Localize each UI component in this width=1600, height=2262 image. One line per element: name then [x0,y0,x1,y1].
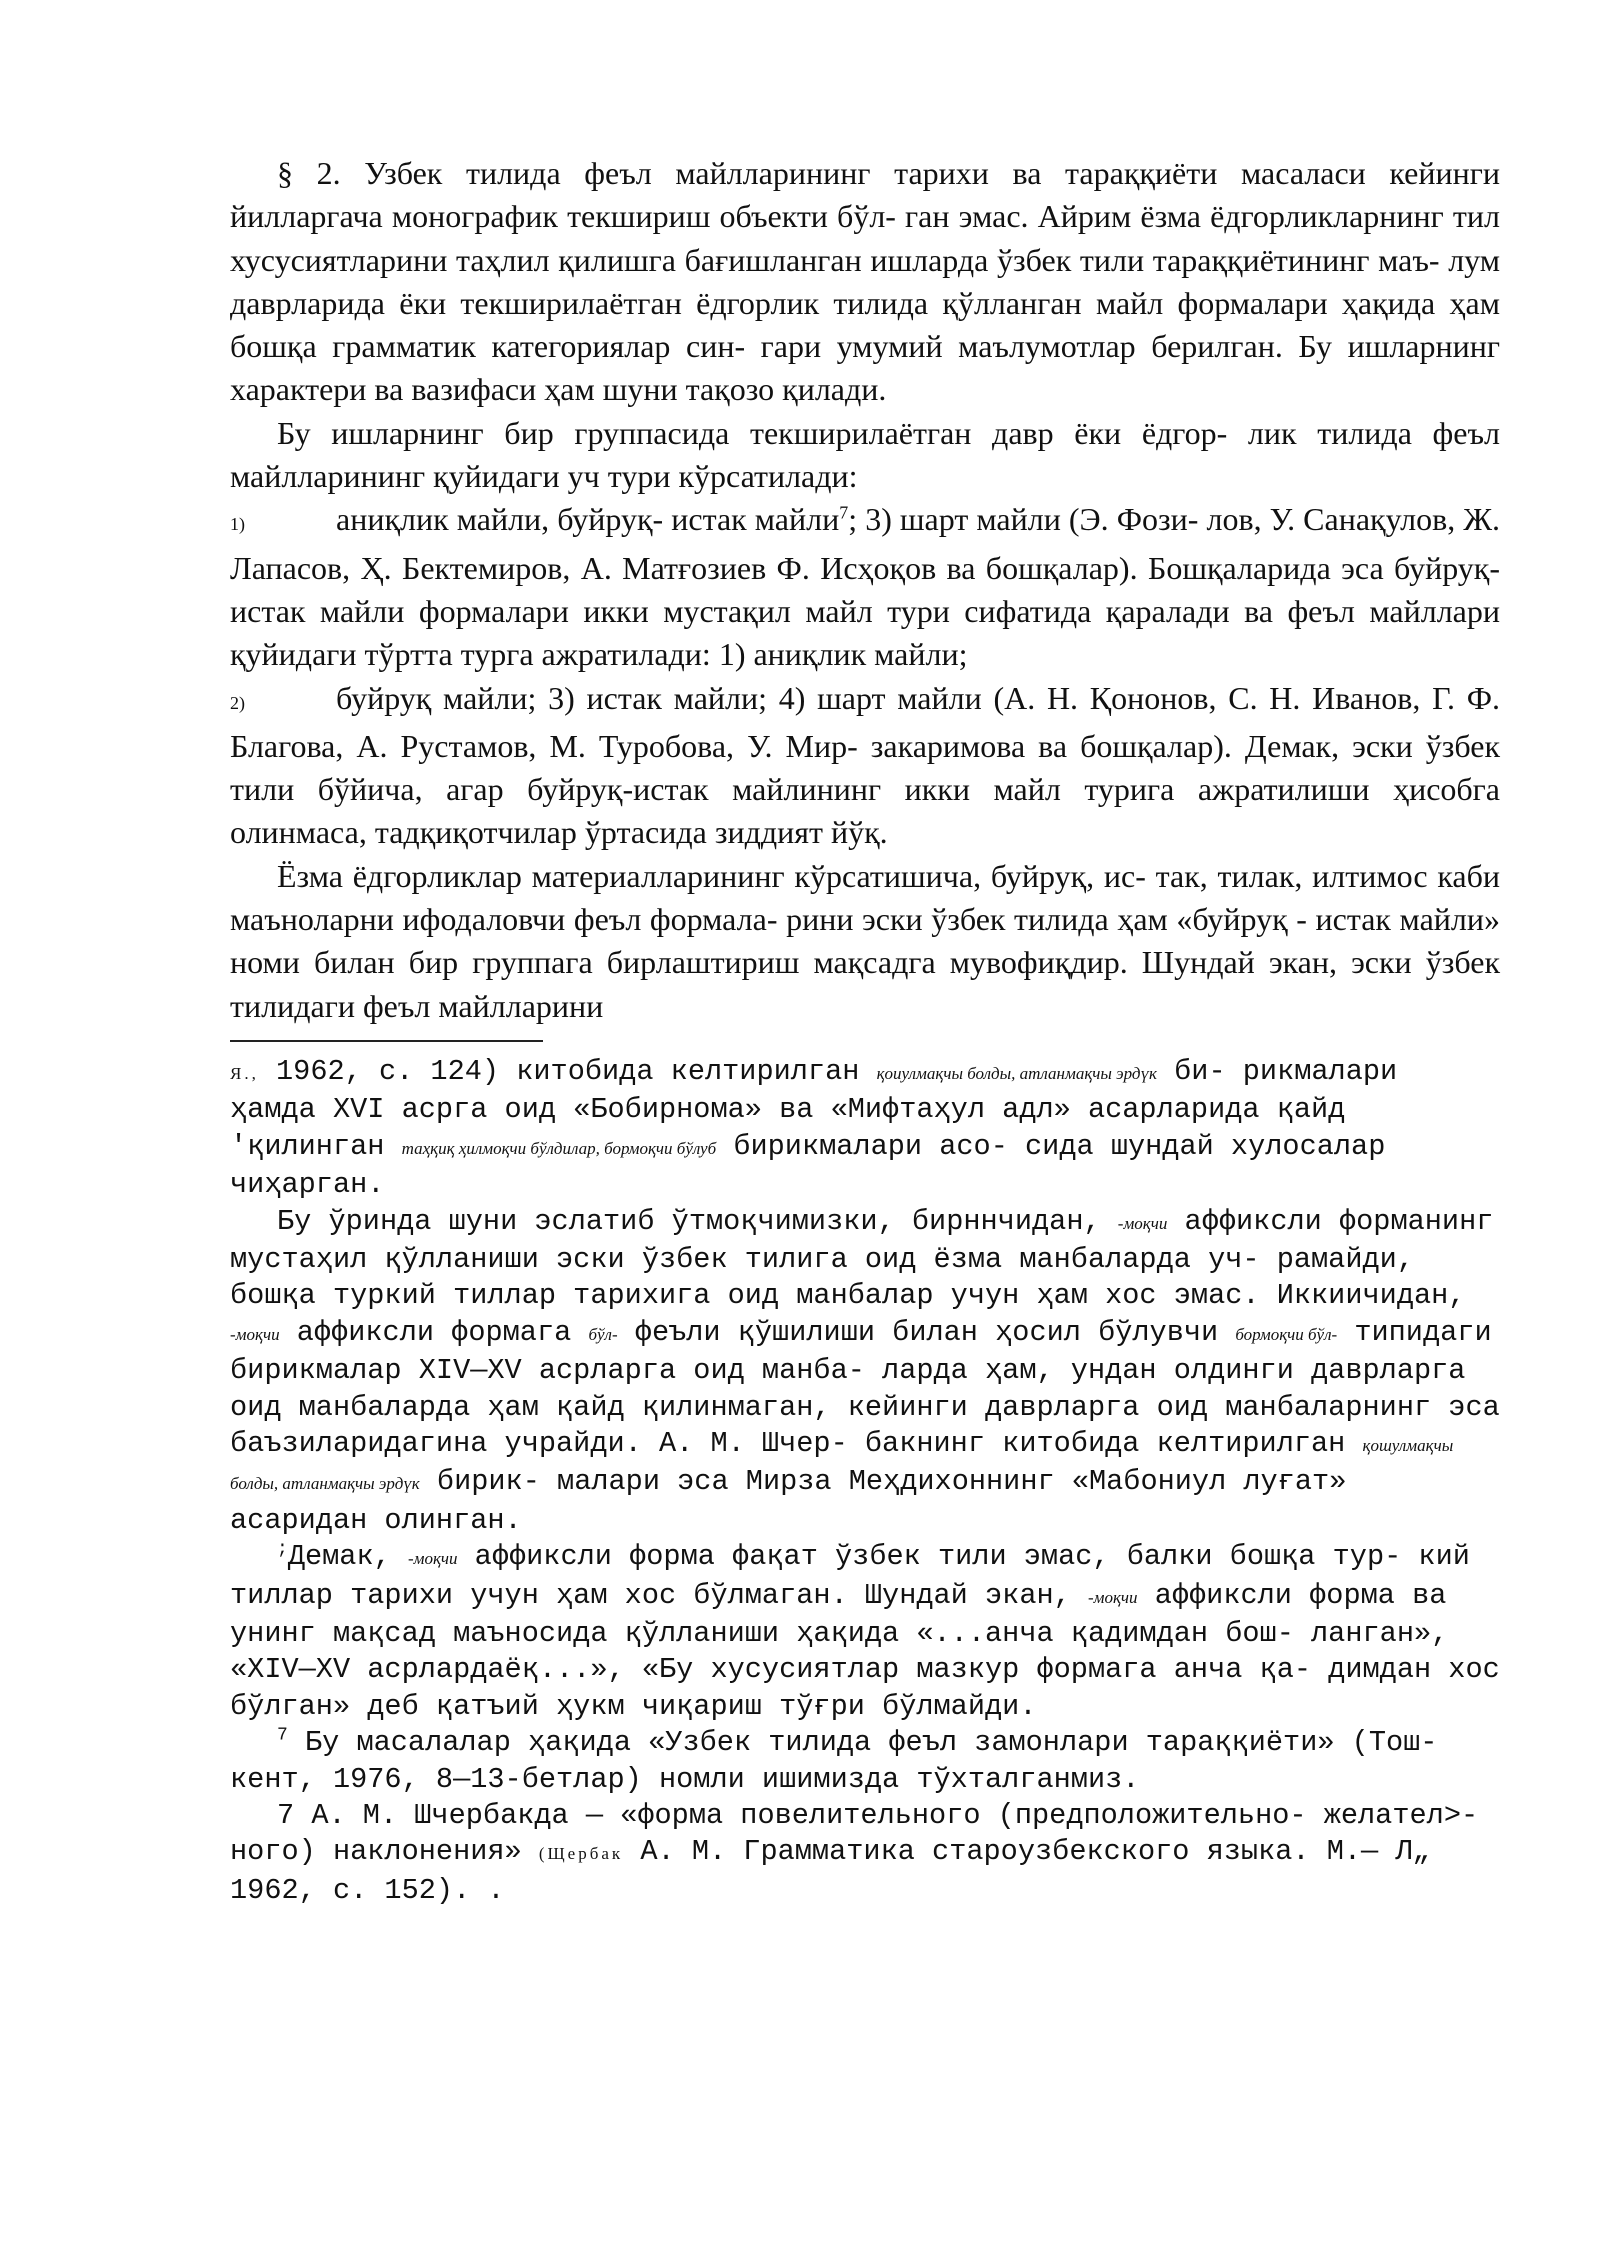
footnote-2-text-a: Бу ўринда шуни эслатиб ўтмоқчимизки, бирннчидан, [277,1204,1118,1238]
affix-moqchi-3: -моқчи [407,1549,458,1569]
footnote-3-text-a: Демак, [287,1540,408,1574]
footnote-2-text-c: аффиксли формага [279,1315,589,1349]
paragraph-4-text: буйруқ майли; 3) истак майли; 4) шарт майли (А. Н. Қононов, С. Н. Иванов, Г. Ф. Благова, А. Рустамов, М. Туробова, У. Мир- закаримова ва бошқалар). Демак, эски ўзбек тили бўйича, агар буйруқ-истак майлининг икки майл турига ажратилиши ҳисобга олинмаса, тадқиқотчилар ўртасида зиддият йўқ. [230,679,1500,851]
footnote-2 [230,1204,1500,1540]
footnote-4 [230,1725,1500,1798]
footnote-1-example-1: қоиулмақчы болды, атланмақчы эрдүк [876,1063,1157,1083]
paragraph-3-text-a: аниқлик майли, буйруқ- истак майли [336,501,840,538]
paragraph-3-text-b: ; 3) шарт майли (Э. Фози- лов, У. Санақулов, Ж. Лапасов, Ҳ. Бектемиров, А. Матғозиев Ф. Исҳоқов ва бошқалар). Бошқаларида эса буйруқ-истак майли формалари икки мустақил майл тури сифатида қаралади ва феъл майллари қуйидаги тўртта турга ажратилади: 1) аниқлик майли; [230,501,1501,673]
footnote-5-text-a: 7 А. М. Шчербакда — «форма повелительного (предположительно- желател>- ного) наклонения» [230,1799,1479,1869]
footnote-2-text-d: феъли қўшилиши билан ҳосил бўлувчи [617,1315,1236,1349]
page [230,152,1500,1909]
affix-moqchi-4: -моқчи [1087,1587,1138,1607]
paragraph-3 [230,498,1500,676]
footnote-2-text-f: бирик- малари эса Мирза Меҳдихоннинг «Мабониул луғат» асаридан олинган. [230,1465,1347,1537]
example-bormoqchi-bol: бормоқчи бўл- [1235,1324,1338,1344]
affix-moqchi-1: -моқчи [1117,1213,1168,1233]
footnote-2-text-b: аффиксли форманинг мустаҳил қўлланиши эски ўзбек тилига оид ёзма манбаларда уч- рамайди, бошқа туркий тиллар тарихига оид манбалар учун ҳам хос эмас. Иккиичидан, [230,1204,1494,1313]
footnote-4-text: Бу масалалар ҳақида «Узбек тилида феъл замонлари тараққиёти» (Тош- кент, 1976, 8—13-бетлар) номли ишимизда тўхталганмиз. [230,1726,1438,1796]
footnote-divider [230,1040,543,1042]
footnote-3-text-b: аффиксли форма фақат ўзбек тили эмас, балки бошқа тур- кий тиллар тарихи учун ҳам хос бўлмаган. Шундай экан, [230,1540,1470,1612]
footnote-ref[interactable]: 7 [839,502,849,523]
footnote-5-text-b: А. М. Грамматика староузбекского языка. М.— Л„ 1962, с. 152). . [230,1835,1430,1907]
paragraph-2: Бу ишларнинг бир группасида текширилаётган давр ёки ёдгор- лик тилида феъл майлларининг қуйидаги уч тури кўрсатилади: [230,414,1500,495]
footnote-3-mark: ; [277,1539,288,1560]
footnote-1-source: Я., [230,1063,259,1083]
footnote-3 [230,1539,1500,1725]
paragraph-1: § 2. Узбек тилида феъл майлларининг тарихи ва тараққиёти масаласи кейинги йилларгача монографик текшириш объекти бўл- ган эмас. Айрим ёзма ёдгорликларнинг тил хусусиятларини таҳлил қилишга бағишланган ишларда ўзбек тили тараққиётининг маъ- лум даврларида ёки текширилаётган ёдгорлик тилида қўлланган майл формалари ҳақида ҳам бошқа грамматик категориялар син- гари умумий маълумотлар берилган. Бу ишларнинг характери ва вазифаси ҳам шуни тақозо қилади. [230,155,1500,408]
footnote-2-text-e: типидаги бирикмалар XIV—XV асрларга оид манба- ларда ҳам, ундан олдинги даврларга оид манбаларда ҳам қайд қилинмаган, кейинги даврларга оид манбаларнинг эса баъзиларидагина учрайди. А. М. Шчер- бакнинг китобида келтирилган [230,1315,1500,1460]
footnote-1 [230,1054,1500,1204]
footnote-3-text-c: аффиксли форма ва унинг мақсад маъносида қўлланиши ҳақида «...анча қадимдан бош- ланган», «XIV—XV асрлардаёқ...», «Бу хусусиятлар мазкур формага анча қа- димдан хос бўлган» деб қатъий ҳукм чиқариш тўғри бўлмайди. [230,1578,1500,1723]
footnote-1-example-2: таҳқиқ ҳилмоқчи бўлдилар, бормоқчи бўлуб [401,1138,717,1158]
footnote-4-mark: 7 [277,1725,288,1746]
list-number-1: 1) [230,514,245,535]
affix-moqchi-2: -моқчи [230,1324,280,1344]
verb-bol: бўл- [588,1324,618,1344]
list-number-2: 2) [230,692,245,713]
paragraph-5: Ёзма ёдгорликлар материалларининг кўрсатишича, буйруқ, ис- так, тилак, илтимос каби маъноларни ифодаловчи феъл формала- рини эски ўзбек тилида ҳам «буйруқ - истак майли» номи билан бир группага бирлаштириш мақсадга мувофиқдир. Шундай экан, эски ўзбек тилидаги феъл майлларини [230,857,1500,1024]
footnote-1-text-a: 1962, с. 124) китобида келтирилган [258,1054,877,1088]
main-text [230,152,1500,1028]
footnote-5-author: (Щербак [538,1844,624,1864]
paragraph-4 [230,677,1500,855]
footnote-1-text-c: бирикмалари асо- сида шундай хулосалар чиҳарган. [230,1129,1386,1202]
footnotes [230,1054,1500,1909]
footnote-2-example: қошулмақчы болды, атланмақчы эрдүк [230,1436,1454,1494]
footnote-1-text-b: би- рикмалари ҳамда XVI асрга оид «Бобирнома» ва «Мифтаҳул адл» асарларида қайд 'қилинган [230,1054,1398,1163]
footnote-5 [230,1798,1500,1909]
